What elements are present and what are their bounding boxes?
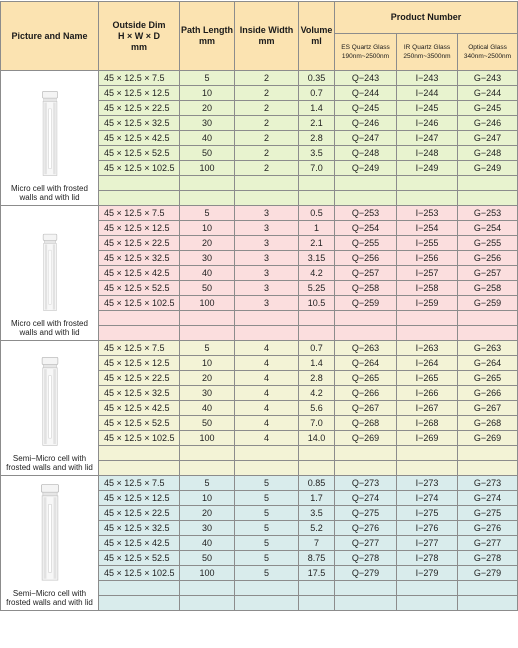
cell-inside-width: 2 (235, 116, 299, 131)
cell-path-length: 5 (180, 71, 235, 86)
cell-ir-quartz-number: I−247 (397, 131, 458, 146)
cell-ir-quartz-number: I−265 (397, 371, 458, 386)
cell-path-length: 100 (180, 161, 235, 176)
cell-outside-dim (99, 176, 180, 191)
cell-outside-dim: 45 × 12.5 × 52.5 (99, 416, 180, 431)
cell-inside-width: 4 (235, 371, 299, 386)
cell-ir-quartz-number: I−263 (397, 341, 458, 356)
cell-name-line: Semi−Micro cell with (12, 454, 87, 463)
cell-inside-width: 2 (235, 161, 299, 176)
cell-optical-glass-number: G−263 (458, 341, 518, 356)
cell-optical-glass-number (458, 176, 518, 191)
cell-optical-glass-number: G−257 (458, 266, 518, 281)
cell-outside-dim: 45 × 12.5 × 7.5 (99, 71, 180, 86)
cell-inside-width: 4 (235, 431, 299, 446)
cell-ir-quartz-number: I−253 (397, 206, 458, 221)
cell-optical-glass-number (458, 326, 518, 341)
cell-path-length: 5 (180, 341, 235, 356)
cell-es-quartz-number: Q−269 (335, 431, 397, 446)
table-row (1, 341, 518, 356)
cell-optical-glass-number: G−249 (458, 161, 518, 176)
cell-es-quartz-number (335, 311, 397, 326)
cell-volume (299, 311, 335, 326)
cell-path-length: 100 (180, 296, 235, 311)
cell-name-line: Micro cell with frosted (11, 184, 88, 193)
cell-volume: 2.1 (299, 116, 335, 131)
cell-path-length (180, 326, 235, 341)
cell-ir-quartz-number: I−243 (397, 71, 458, 86)
cell-es-quartz-number: Q−255 (335, 236, 397, 251)
cell-outside-dim: 45 × 12.5 × 102.5 (99, 566, 180, 581)
cell-optical-glass-number: G−255 (458, 236, 518, 251)
cuvette-image (28, 90, 72, 178)
cell-path-length: 30 (180, 116, 235, 131)
cell-volume: 1.4 (299, 101, 335, 116)
cell-ir-quartz-number (397, 446, 458, 461)
cell-inside-width: 2 (235, 131, 299, 146)
cell-path-length: 20 (180, 101, 235, 116)
cell-optical-glass-number (458, 596, 518, 611)
cell-inside-width (235, 311, 299, 326)
cell-outside-dim: 45 × 12.5 × 22.5 (99, 236, 180, 251)
cell-outside-dim: 45 × 12.5 × 22.5 (99, 101, 180, 116)
cell-outside-dim: 45 × 12.5 × 52.5 (99, 551, 180, 566)
cell-inside-width (235, 446, 299, 461)
cell-outside-dim (99, 461, 180, 476)
cell-ir-quartz-number: I−245 (397, 101, 458, 116)
cell-volume: 4.2 (299, 266, 335, 281)
cell-picture-and-name (1, 206, 99, 341)
cell-inside-width: 4 (235, 416, 299, 431)
cell-es-quartz-number: Q−248 (335, 146, 397, 161)
cell-inside-width: 3 (235, 266, 299, 281)
cell-optical-glass-number: G−264 (458, 356, 518, 371)
cell-path-length (180, 311, 235, 326)
cell-inside-width: 4 (235, 401, 299, 416)
cell-path-length: 10 (180, 356, 235, 371)
cell-path-length: 40 (180, 401, 235, 416)
cell-name-line: walls and with lid (19, 328, 80, 337)
cuvette-image (28, 233, 72, 313)
cell-outside-dim (99, 326, 180, 341)
cell-path-length: 40 (180, 536, 235, 551)
cell-inside-width: 2 (235, 71, 299, 86)
cell-outside-dim: 45 × 12.5 × 52.5 (99, 281, 180, 296)
cell-optical-glass-number: G−276 (458, 521, 518, 536)
cell-es-quartz-number: Q−279 (335, 566, 397, 581)
cell-outside-dim (99, 191, 180, 206)
cell-name-line: frosted walls and with lid (6, 463, 93, 472)
cell-volume: 0.85 (299, 476, 335, 491)
cell-es-quartz-number: Q−259 (335, 296, 397, 311)
cell-inside-width: 4 (235, 356, 299, 371)
table-row (1, 206, 518, 221)
cell-volume (299, 326, 335, 341)
cell-path-length: 10 (180, 491, 235, 506)
cell-picture-and-name (1, 341, 99, 476)
cell-ir-quartz-number: I−268 (397, 416, 458, 431)
cell-path-length: 40 (180, 131, 235, 146)
cell-optical-glass-number: G−266 (458, 386, 518, 401)
cell-es-quartz-number: Q−277 (335, 536, 397, 551)
cell-es-quartz-number: Q−256 (335, 251, 397, 266)
cell-es-quartz-number: Q−243 (335, 71, 397, 86)
cell-outside-dim: 45 × 12.5 × 42.5 (99, 401, 180, 416)
cell-volume: 5.6 (299, 401, 335, 416)
cell-ir-quartz-number (397, 581, 458, 596)
cell-inside-width: 5 (235, 506, 299, 521)
cell-inside-width: 5 (235, 476, 299, 491)
cell-inside-width (235, 596, 299, 611)
cell-ir-quartz-number: I−255 (397, 236, 458, 251)
cell-optical-glass-number: G−248 (458, 146, 518, 161)
cell-inside-width (235, 581, 299, 596)
cell-ir-quartz-number: I−273 (397, 476, 458, 491)
cell-ir-quartz-number (397, 176, 458, 191)
cell-path-length (180, 461, 235, 476)
cell-inside-width: 5 (235, 551, 299, 566)
cell-es-quartz-number: Q−253 (335, 206, 397, 221)
cell-ir-quartz-number: I−278 (397, 551, 458, 566)
cell-volume: 2.8 (299, 371, 335, 386)
cell-volume: 1.4 (299, 356, 335, 371)
header-inside-width: Inside Width mm (235, 2, 299, 71)
cell-volume: 0.35 (299, 71, 335, 86)
cell-path-length: 100 (180, 431, 235, 446)
cell-optical-glass-number (458, 581, 518, 596)
cell-name-line: Micro cell with frosted (11, 319, 88, 328)
cell-volume: 3.15 (299, 251, 335, 266)
cell-outside-dim: 45 × 12.5 × 7.5 (99, 341, 180, 356)
cell-outside-dim: 45 × 12.5 × 32.5 (99, 116, 180, 131)
table-row (1, 476, 518, 491)
cell-volume: 10.5 (299, 296, 335, 311)
cell-volume: 8.75 (299, 551, 335, 566)
header-outside-dim: Outside Dim H × W × D mm (99, 2, 180, 71)
cell-es-quartz-number: Q−249 (335, 161, 397, 176)
cell-outside-dim: 45 × 12.5 × 7.5 (99, 476, 180, 491)
cell-inside-width: 3 (235, 206, 299, 221)
cell-ir-quartz-number: I−258 (397, 281, 458, 296)
cell-path-length: 50 (180, 551, 235, 566)
cell-outside-dim: 45 × 12.5 × 102.5 (99, 161, 180, 176)
cell-path-length: 5 (180, 206, 235, 221)
cell-volume: 4.2 (299, 386, 335, 401)
cell-inside-width: 2 (235, 101, 299, 116)
cell-optical-glass-number: G−246 (458, 116, 518, 131)
cell-path-length (180, 596, 235, 611)
header-picture-and-name: Picture and Name (1, 2, 99, 71)
cell-es-quartz-number: Q−273 (335, 476, 397, 491)
cell-es-quartz-number: Q−274 (335, 491, 397, 506)
cell-optical-glass-number: G−265 (458, 371, 518, 386)
cell-outside-dim: 45 × 12.5 × 22.5 (99, 506, 180, 521)
cell-optical-glass-number: G−259 (458, 296, 518, 311)
cell-optical-glass-number: G−274 (458, 491, 518, 506)
cell-es-quartz-number: Q−263 (335, 341, 397, 356)
cell-volume (299, 176, 335, 191)
cell-ir-quartz-number: I−264 (397, 356, 458, 371)
cell-inside-width: 2 (235, 86, 299, 101)
cell-es-quartz-number: Q−245 (335, 101, 397, 116)
header-product-number: Product Number (335, 2, 518, 34)
cell-optical-glass-number: G−258 (458, 281, 518, 296)
header-ir-quartz: IR Quartz Glass 250nm~3500nm (397, 34, 458, 71)
cell-path-length: 30 (180, 386, 235, 401)
cell-ir-quartz-number: I−275 (397, 506, 458, 521)
cell-path-length: 50 (180, 146, 235, 161)
cell-inside-width: 3 (235, 251, 299, 266)
cell-outside-dim: 45 × 12.5 × 42.5 (99, 131, 180, 146)
cell-volume: 14.0 (299, 431, 335, 446)
cell-outside-dim: 45 × 12.5 × 102.5 (99, 296, 180, 311)
cell-ir-quartz-number: I−277 (397, 536, 458, 551)
cell-es-quartz-number: Q−254 (335, 221, 397, 236)
cell-optical-glass-number: G−254 (458, 221, 518, 236)
cell-volume: 0.7 (299, 86, 335, 101)
cell-es-quartz-number: Q−257 (335, 266, 397, 281)
cell-outside-dim: 45 × 12.5 × 52.5 (99, 146, 180, 161)
cell-ir-quartz-number: I−244 (397, 86, 458, 101)
cell-volume: 5.2 (299, 521, 335, 536)
cell-name-line: walls and with lid (19, 193, 80, 202)
cell-volume: 17.5 (299, 566, 335, 581)
cell-es-quartz-number: Q−264 (335, 356, 397, 371)
table-body (1, 71, 518, 611)
cell-ir-quartz-number: I−249 (397, 161, 458, 176)
cell-inside-width (235, 176, 299, 191)
cell-outside-dim: 45 × 12.5 × 22.5 (99, 371, 180, 386)
cell-volume: 2.1 (299, 236, 335, 251)
cell-es-quartz-number (335, 176, 397, 191)
cell-inside-width (235, 326, 299, 341)
cell-path-length: 50 (180, 416, 235, 431)
cell-outside-dim: 45 × 12.5 × 32.5 (99, 386, 180, 401)
cell-es-quartz-number: Q−258 (335, 281, 397, 296)
cell-path-length: 40 (180, 266, 235, 281)
cell-ir-quartz-number: I−276 (397, 521, 458, 536)
cell-es-quartz-number: Q−247 (335, 131, 397, 146)
cell-volume: 0.7 (299, 341, 335, 356)
cell-optical-glass-number: G−247 (458, 131, 518, 146)
cell-ir-quartz-number: I−257 (397, 266, 458, 281)
cell-inside-width: 3 (235, 296, 299, 311)
cell-path-length: 10 (180, 221, 235, 236)
cell-volume (299, 191, 335, 206)
cell-volume (299, 461, 335, 476)
cell-es-quartz-number (335, 191, 397, 206)
cell-outside-dim: 45 × 12.5 × 12.5 (99, 221, 180, 236)
cell-volume: 3.5 (299, 506, 335, 521)
cell-es-quartz-number: Q−278 (335, 551, 397, 566)
cell-es-quartz-number: Q−275 (335, 506, 397, 521)
cell-volume: 1.7 (299, 491, 335, 506)
cell-ir-quartz-number (397, 461, 458, 476)
cell-path-length (180, 581, 235, 596)
cell-path-length: 50 (180, 281, 235, 296)
cell-es-quartz-number: Q−267 (335, 401, 397, 416)
cell-optical-glass-number: G−279 (458, 566, 518, 581)
cell-es-quartz-number: Q−268 (335, 416, 397, 431)
cell-es-quartz-number (335, 326, 397, 341)
cell-path-length: 20 (180, 371, 235, 386)
cell-outside-dim: 45 × 12.5 × 102.5 (99, 431, 180, 446)
cell-optical-glass-number: G−277 (458, 536, 518, 551)
cell-optical-glass-number: G−268 (458, 416, 518, 431)
cell-ir-quartz-number: I−274 (397, 491, 458, 506)
cell-ir-quartz-number: I−248 (397, 146, 458, 161)
cell-volume (299, 581, 335, 596)
cell-outside-dim: 45 × 12.5 × 12.5 (99, 491, 180, 506)
cell-es-quartz-number: Q−244 (335, 86, 397, 101)
cell-es-quartz-number: Q−265 (335, 371, 397, 386)
cell-inside-width: 5 (235, 491, 299, 506)
cell-path-length: 10 (180, 86, 235, 101)
cell-inside-width: 5 (235, 566, 299, 581)
cell-outside-dim: 45 × 12.5 × 42.5 (99, 266, 180, 281)
cell-outside-dim: 45 × 12.5 × 7.5 (99, 206, 180, 221)
cell-es-quartz-number: Q−266 (335, 386, 397, 401)
cell-optical-glass-number: G−245 (458, 101, 518, 116)
cuvette-image (28, 356, 72, 448)
cell-inside-width: 3 (235, 281, 299, 296)
cell-ir-quartz-number: I−256 (397, 251, 458, 266)
cell-name-line: frosted walls and with lid (6, 598, 93, 607)
cell-outside-dim: 45 × 12.5 × 12.5 (99, 356, 180, 371)
cell-es-quartz-number (335, 461, 397, 476)
cell-volume: 3.5 (299, 146, 335, 161)
cell-path-length: 20 (180, 506, 235, 521)
cell-outside-dim: 45 × 12.5 × 42.5 (99, 536, 180, 551)
cell-ir-quartz-number (397, 191, 458, 206)
cell-inside-width: 3 (235, 221, 299, 236)
cell-optical-glass-number (458, 461, 518, 476)
cell-ir-quartz-number: I−267 (397, 401, 458, 416)
cell-volume: 1 (299, 221, 335, 236)
header-path-length: Path Length mm (180, 2, 235, 71)
cell-path-length: 100 (180, 566, 235, 581)
cell-inside-width (235, 461, 299, 476)
cell-outside-dim (99, 446, 180, 461)
cell-es-quartz-number (335, 446, 397, 461)
cell-outside-dim (99, 596, 180, 611)
cell-inside-width: 2 (235, 146, 299, 161)
cell-optical-glass-number: G−267 (458, 401, 518, 416)
cell-path-length (180, 176, 235, 191)
cell-optical-glass-number: G−244 (458, 86, 518, 101)
cell-optical-glass-number: G−273 (458, 476, 518, 491)
cell-optical-glass-number: G−243 (458, 71, 518, 86)
cuvette-spec-table (0, 1, 518, 611)
cell-volume: 7 (299, 536, 335, 551)
cell-optical-glass-number: G−278 (458, 551, 518, 566)
cell-path-length: 20 (180, 236, 235, 251)
cell-inside-width (235, 191, 299, 206)
cell-volume: 5.25 (299, 281, 335, 296)
cell-ir-quartz-number: I−254 (397, 221, 458, 236)
cell-volume: 7.0 (299, 161, 335, 176)
cell-volume: 7.0 (299, 416, 335, 431)
cell-ir-quartz-number (397, 311, 458, 326)
cell-optical-glass-number: G−253 (458, 206, 518, 221)
cell-inside-width: 4 (235, 341, 299, 356)
table-row (1, 71, 518, 86)
cell-picture-and-name (1, 71, 99, 206)
cell-es-quartz-number: Q−276 (335, 521, 397, 536)
cell-path-length: 30 (180, 521, 235, 536)
cell-ir-quartz-number: I−246 (397, 116, 458, 131)
cell-ir-quartz-number: I−259 (397, 296, 458, 311)
cell-volume: 2.8 (299, 131, 335, 146)
cuvette-image (28, 483, 72, 583)
cell-optical-glass-number: G−275 (458, 506, 518, 521)
cell-outside-dim: 45 × 12.5 × 32.5 (99, 251, 180, 266)
cell-inside-width: 5 (235, 536, 299, 551)
cell-optical-glass-number: G−269 (458, 431, 518, 446)
cell-ir-quartz-number: I−269 (397, 431, 458, 446)
cell-volume: 0.5 (299, 206, 335, 221)
cell-optical-glass-number (458, 191, 518, 206)
cell-optical-glass-number (458, 446, 518, 461)
cell-ir-quartz-number: I−279 (397, 566, 458, 581)
cell-volume (299, 596, 335, 611)
cell-ir-quartz-number: I−266 (397, 386, 458, 401)
cell-path-length (180, 446, 235, 461)
cell-inside-width: 4 (235, 386, 299, 401)
cell-picture-and-name (1, 476, 99, 611)
header-volume: Volume ml (299, 2, 335, 71)
cell-name-line: Semi−Micro cell with (12, 589, 87, 598)
cell-outside-dim (99, 581, 180, 596)
cell-volume (299, 446, 335, 461)
cell-es-quartz-number (335, 596, 397, 611)
cell-inside-width: 5 (235, 521, 299, 536)
cell-outside-dim: 45 × 12.5 × 12.5 (99, 86, 180, 101)
cell-path-length: 30 (180, 251, 235, 266)
cell-ir-quartz-number (397, 326, 458, 341)
header-optical-glass: Optical Glass 340nm~2500nm (458, 34, 518, 71)
cell-es-quartz-number: Q−246 (335, 116, 397, 131)
header-es-quartz: ES Quartz Glass 190nm~2500nm (335, 34, 397, 71)
cell-es-quartz-number (335, 581, 397, 596)
cell-path-length: 5 (180, 476, 235, 491)
cell-path-length (180, 191, 235, 206)
cell-inside-width: 3 (235, 236, 299, 251)
cell-outside-dim: 45 × 12.5 × 32.5 (99, 521, 180, 536)
cell-outside-dim (99, 311, 180, 326)
cell-ir-quartz-number (397, 596, 458, 611)
cell-optical-glass-number: G−256 (458, 251, 518, 266)
cell-optical-glass-number (458, 311, 518, 326)
